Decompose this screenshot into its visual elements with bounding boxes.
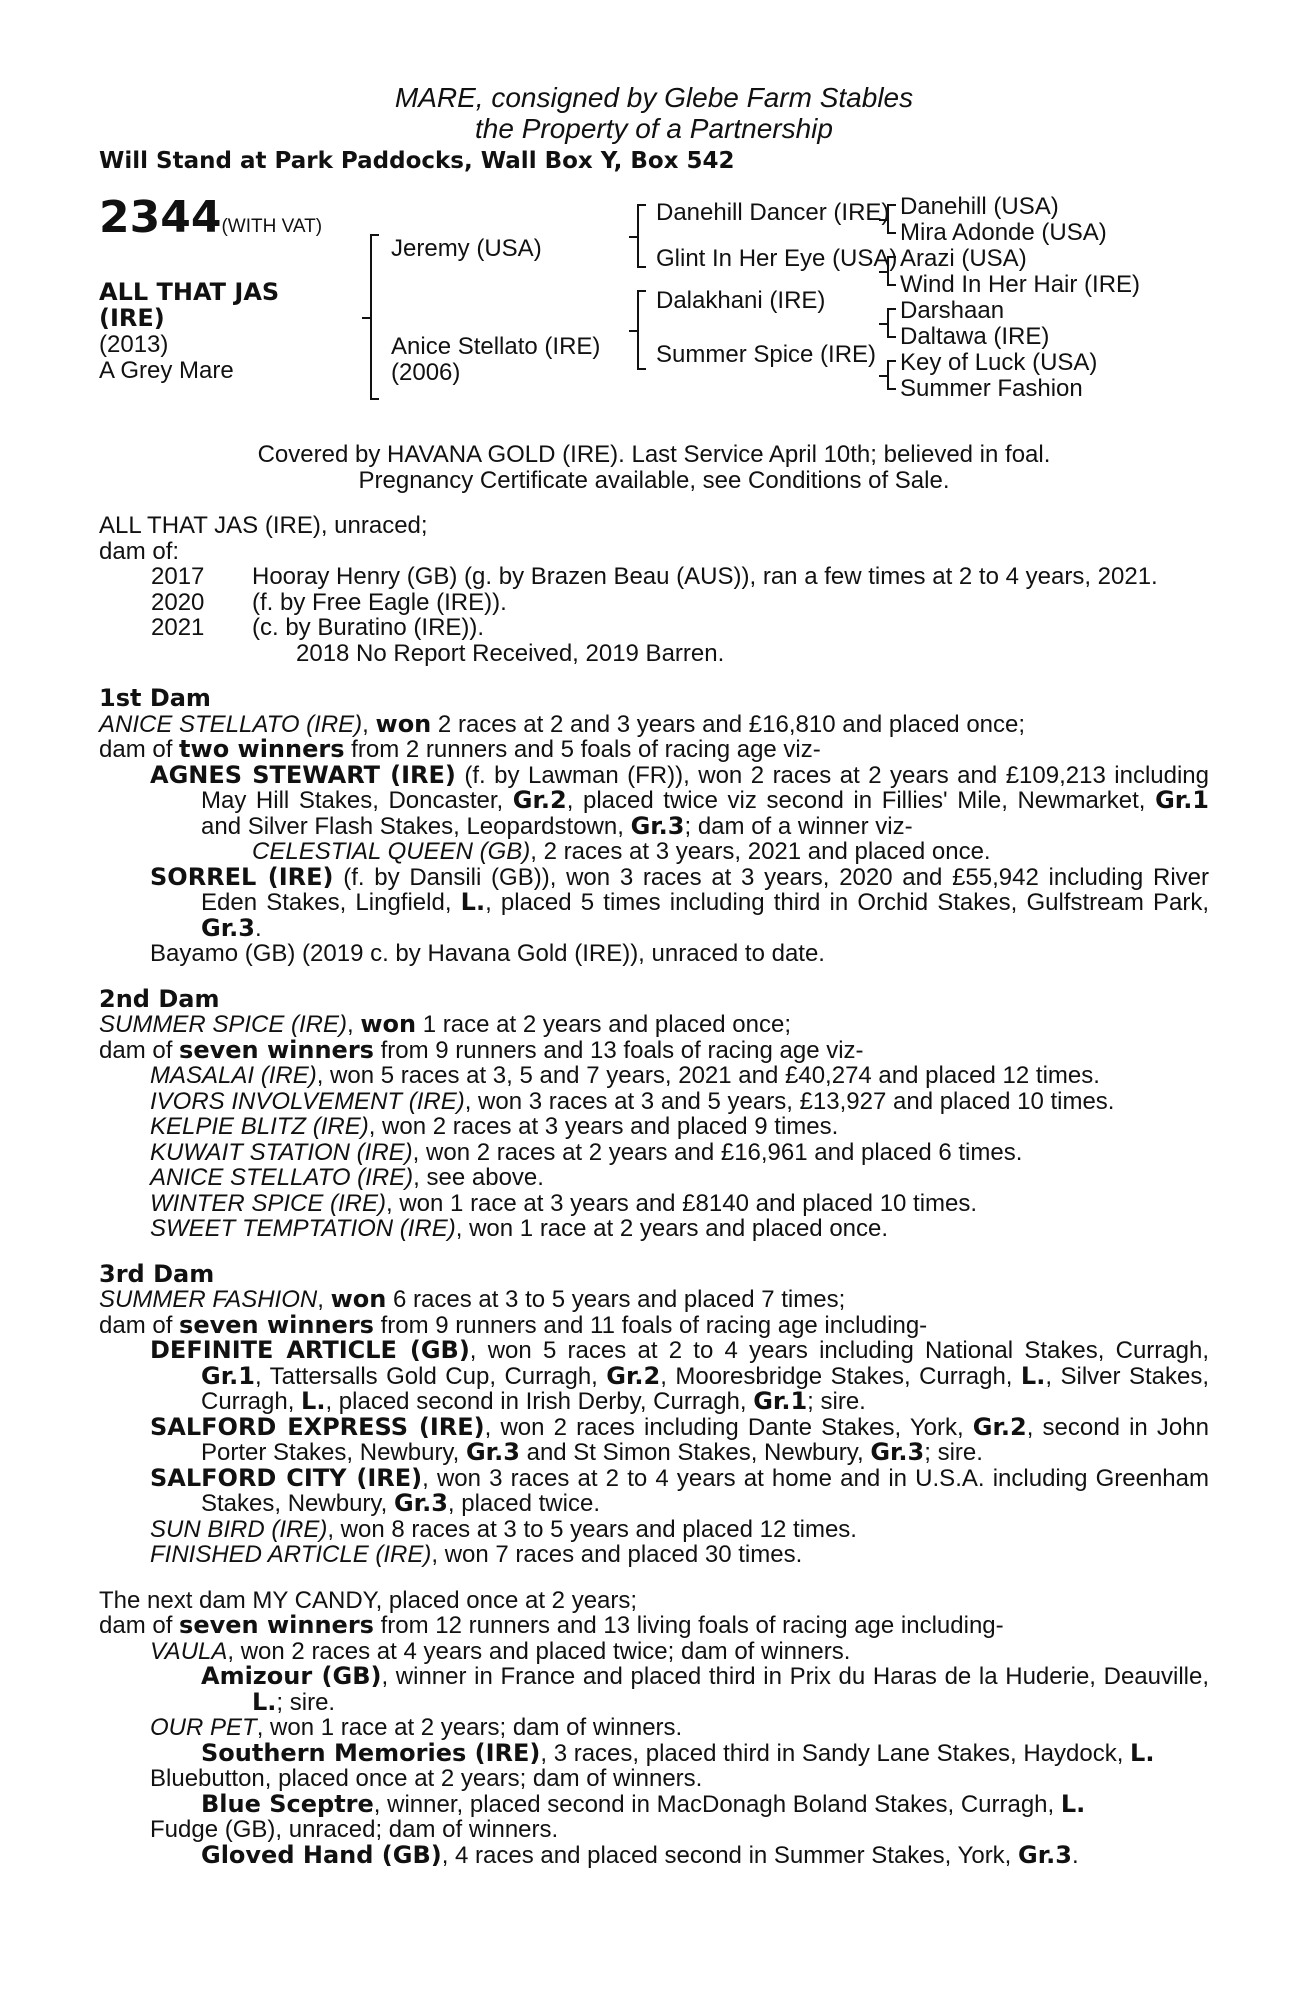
consignor-line: MARE, consigned by Glebe Farm Stables — [394, 82, 914, 113]
progeny-name: SALFORD EXPRESS (IRE) — [150, 1412, 485, 1441]
progeny-text: , won 2 races at 2 years and £16,961 and placed 6 times. — [412, 1138, 1023, 1166]
grand-progeny-group — [150, 1738, 1209, 1767]
dam-brace — [637, 290, 646, 370]
progeny-text: (f. by Lawman (FR)), won 2 races at 2 years and £109,213 including May Hill Stakes, Doncaster, — [201, 761, 1209, 814]
summary-text: dam of — [99, 1311, 180, 1339]
won-label: won — [330, 1285, 387, 1313]
ggsire-4: Key of Luck (USA) — [900, 349, 1098, 376]
lot-number-line — [99, 194, 322, 242]
progeny-item — [150, 1542, 1209, 1568]
progeny-name: CELESTIAL QUEEN (GB) — [252, 838, 531, 865]
progeny-item — [150, 1191, 1209, 1217]
grand-progeny-group — [150, 1789, 1209, 1818]
dam-name: ANICE STELLATO (IRE) — [99, 710, 363, 738]
progeny-name: KUWAIT STATION (IRE) — [150, 1138, 413, 1166]
produce-record — [99, 513, 1209, 666]
g3-brace-4 — [887, 360, 896, 390]
progeny-text: . — [1071, 1841, 1079, 1869]
progeny-text: (f. by Dansili (GB)), won 3 races at 3 years, 2020 and £55,942 including River Eden Stakes, Lingfield, — [201, 863, 1209, 916]
sire-name: Jeremy (USA) — [391, 235, 542, 262]
horse-year: (2013) — [99, 331, 169, 358]
first-dam-summary — [99, 737, 1209, 763]
dam-sire: Dalakhani (IRE) — [656, 287, 826, 314]
progeny-text: ; dam of a winner viz- — [684, 812, 913, 840]
summary-text: from 9 runners and 11 foals of racing age including- — [373, 1311, 928, 1339]
progeny-item — [150, 1165, 1209, 1191]
pedigree-brace — [370, 234, 379, 400]
listed-label: L. — [1130, 1738, 1155, 1767]
dam-name: SUMMER FASHION — [99, 1286, 318, 1313]
progeny-name: MASALAI (IRE) — [150, 1062, 317, 1089]
progeny-text: , won 5 races at 2 to 4 years including National Stakes, Curragh, — [469, 1337, 1209, 1364]
won-label: won — [360, 1010, 417, 1038]
progeny-text: , 3 races, placed third in Sandy Lane Stakes, Haydock, — [540, 1739, 1131, 1767]
progeny-item — [150, 1114, 1209, 1140]
covered-line2: Pregnancy Certificate available, see Conditions of Sale. — [358, 466, 950, 494]
ggsire-1: Danehill (USA) — [900, 193, 1059, 220]
winners-count: two winners — [179, 735, 345, 763]
first-dam-record: ANICE STELLATO (IRE), won 2 races at 2 and 3 years and £16,810 and placed once; — [99, 709, 1026, 738]
grade-label: Gr.3 — [201, 913, 255, 942]
grand-progeny — [201, 1738, 1209, 1767]
produce-note: 2018 No Report Received, 2019 Barren. — [296, 639, 725, 667]
dam-name: SUMMER SPICE (IRE) — [99, 1011, 348, 1038]
third-dam-record: SUMMER FASHION, won 6 races at 3 to 5 years and placed 7 times; — [99, 1285, 846, 1313]
produce-year: 2021 — [151, 614, 205, 641]
grade-label: Gr.3 — [1018, 1840, 1072, 1869]
second-dam-summary — [99, 1035, 1209, 1064]
produce-entry — [99, 564, 1209, 590]
progeny-text: , won 5 races at 3, 5 and 7 years, 2021 and £40,274 and placed 12 times. — [316, 1062, 1100, 1089]
grand-progeny — [201, 838, 991, 865]
summary-text: dam of — [99, 736, 180, 763]
produce-dam-of: dam of: — [99, 537, 180, 565]
header — [99, 82, 1209, 144]
progeny-text: , winner in France and placed third in Prix du Haras de la Huderie, Deauville, — [381, 1663, 1209, 1690]
horse-description: A Grey Mare — [99, 357, 234, 384]
progeny-item: Bluebutton, placed once at 2 years; dam of winners. — [150, 1765, 703, 1792]
lot-number: 2344 — [99, 192, 222, 243]
property-line: the Property of a Partnership — [475, 113, 833, 144]
record-text: 1 race at 2 years and placed once; — [416, 1011, 792, 1038]
grade-label: Gr.3 — [465, 1438, 520, 1466]
progeny-name: AGNES STEWART (IRE) — [150, 760, 456, 789]
progeny-text: , see above. — [413, 1164, 544, 1191]
summary-text: from 9 runners and 13 foals of racing age viz- — [373, 1036, 864, 1064]
record-text: 6 races at 3 to 5 years and placed 7 times; — [386, 1286, 846, 1313]
ggdam-3: Daltawa (IRE) — [900, 323, 1050, 350]
progeny-text: , placed second in Irish Derby, Curragh, — [325, 1388, 754, 1415]
progeny-text: , won 2 races at 3 years and placed 9 times. — [368, 1113, 839, 1140]
progeny-text: , Silver Stakes, Curragh, — [201, 1362, 1209, 1415]
progeny-text: and St Simon Stakes, Newbury, — [519, 1439, 871, 1466]
grand-progeny-group — [150, 1664, 1209, 1715]
sire-dam: Glint In Her Eye (USA) — [656, 245, 898, 272]
dam-year: (2006) — [391, 359, 461, 386]
progeny-name: DEFINITE ARTICLE (GB) — [150, 1336, 470, 1364]
progeny-text: , Tattersalls Gold Cup, Curragh, — [254, 1362, 607, 1390]
summary-text: dam of — [99, 1612, 180, 1639]
progeny-item — [150, 1715, 1209, 1741]
progeny-item — [150, 1463, 1209, 1517]
produce-entry — [99, 615, 1209, 641]
progeny-text: ; sire. — [276, 1688, 336, 1716]
progeny-text: ; sire. — [924, 1439, 983, 1466]
grand-progeny-group — [150, 1840, 1209, 1869]
stand-location: Will Stand at Park Paddocks, Wall Box Y, Box 542 — [99, 148, 735, 174]
grade-label: Gr.1 — [1155, 786, 1210, 814]
progeny-text: , won 2 races at 4 years and placed twice; dam of winners. — [227, 1637, 851, 1665]
progeny-text: , won 1 race at 2 years and placed once. — [455, 1215, 889, 1242]
g3-brace-1 — [887, 204, 896, 234]
fourth-dam-intro: The next dam MY CANDY, placed once at 2 years; — [99, 1586, 638, 1614]
progeny-name: FINISHED ARTICLE (IRE) — [150, 1541, 432, 1568]
grand-progeny — [201, 1789, 1209, 1818]
won-label: won — [375, 709, 432, 738]
progeny-item — [150, 1140, 1209, 1166]
progeny-name: Southern Memories (IRE) — [201, 1738, 541, 1767]
g3-brace-3 — [887, 308, 896, 338]
progeny-name: Gloved Hand (GB) — [201, 1840, 442, 1869]
progeny-text: , won 1 race at 3 years and £8140 and placed 10 times. — [386, 1189, 978, 1217]
ggdam-1: Mira Adonde (USA) — [900, 219, 1107, 246]
progeny-item — [150, 1089, 1209, 1115]
progeny-text: , Mooresbridge Stakes, Curragh, — [660, 1362, 1021, 1390]
third-dam-title: 3rd Dam — [99, 1259, 215, 1288]
catalogue-page — [99, 82, 1209, 1868]
progeny-text: , placed 5 times including third in Orchid Stakes, Gulfstream Park, — [485, 889, 1209, 916]
produce-year: 2020 — [151, 588, 205, 616]
progeny-item — [150, 1063, 1209, 1089]
progeny-name: IVORS INVOLVEMENT (IRE) — [150, 1087, 465, 1115]
record-text: 2 races at 2 and 3 years and £16,810 and placed once; — [431, 710, 1026, 738]
listed-label: L. — [252, 1687, 277, 1716]
first-dam-title: 1st Dam — [99, 684, 211, 712]
progeny-item — [150, 1517, 1209, 1543]
covered-line1: Covered by HAVANA GOLD (IRE). Last Service April 10th; believed in foal. — [257, 441, 1051, 468]
progeny-text: , winner, placed second in MacDonagh Boland Stakes, Curragh, — [373, 1790, 1061, 1818]
produce-text: Hooray Henry (GB) (g. by Brazen Beau (AUS)), ran a few times at 2 to 4 years, 2021. — [252, 563, 1158, 590]
grade-label: Gr.3 — [393, 1489, 448, 1517]
progeny-name: SORREL (IRE) — [150, 862, 334, 891]
progeny-text: and Silver Flash Stakes, Leopardstown, — [201, 812, 631, 840]
progeny-name: WINTER SPICE (IRE) — [150, 1189, 387, 1217]
sire-brace — [637, 204, 646, 268]
third-dam-summary — [99, 1310, 1209, 1339]
progeny-item — [150, 862, 1209, 942]
grade-label: Gr.2 — [512, 786, 567, 814]
dam-dam: Summer Spice (IRE) — [656, 341, 877, 368]
progeny-name: SUN BIRD (IRE) — [150, 1515, 328, 1543]
progeny-name: OUR PET — [150, 1714, 257, 1741]
progeny-text: , placed twice viz second in Fillies' Mile, Newmarket, — [566, 787, 1156, 814]
second-dam-title: 2nd Dam — [99, 984, 220, 1013]
dam-name: Anice Stellato (IRE) — [391, 333, 601, 360]
grand-progeny — [201, 1664, 1209, 1715]
progeny-name: Blue Sceptre — [201, 1789, 374, 1818]
produce-text: (f. by Free Eagle (IRE)). — [252, 588, 507, 616]
progeny-text: , won 3 races at 3 and 5 years, £13,927 and placed 10 times. — [464, 1087, 1115, 1115]
winners-count: seven winners — [179, 1611, 374, 1639]
grade-label: Gr.3 — [870, 1438, 925, 1466]
progeny-item: Bayamo (GB) (2019 c. by Havana Gold (IRE)), unraced to date. — [150, 940, 825, 967]
progeny-name: ANICE STELLATO (IRE) — [150, 1164, 414, 1191]
summary-text: dam of — [99, 1036, 180, 1064]
progeny-text: . — [254, 914, 262, 942]
grade-label: Gr.3 — [630, 811, 685, 840]
progeny-text: , won 2 races including Dante Stakes, York, — [484, 1413, 973, 1441]
progeny-text: , placed twice. — [447, 1490, 600, 1517]
second-dam-progeny — [99, 1063, 1209, 1242]
progeny-text: , 4 races and placed second in Summer Stakes, York, — [441, 1841, 1019, 1869]
ggsire-3: Darshaan — [900, 297, 1005, 324]
ggdam-4: Summer Fashion — [900, 375, 1083, 402]
progeny-text: , won 8 races at 3 to 5 years and placed 12 times. — [327, 1515, 857, 1543]
progeny-text: , won 3 races at 2 to 4 years at home and in U.S.A. including Greenham Stakes, Newbury, — [201, 1464, 1209, 1517]
grade-label: Gr.1 — [753, 1387, 808, 1415]
progeny-item: Fudge (GB), unraced; dam of winners. — [150, 1816, 559, 1843]
produce-entry — [99, 590, 1209, 616]
fourth-dam-summary — [99, 1613, 1209, 1639]
progeny-name: VAULA — [150, 1637, 228, 1665]
progeny-text: ; sire. — [807, 1388, 866, 1415]
grand-progeny — [201, 1840, 1209, 1869]
progeny-item — [150, 1338, 1209, 1415]
listed-label: L. — [460, 888, 486, 916]
listed-label: L. — [301, 1387, 326, 1415]
first-dam-progeny — [99, 760, 1210, 967]
listed-label: L. — [1060, 1789, 1086, 1818]
progeny-text: , won 1 race at 2 years; dam of winners. — [256, 1714, 683, 1741]
second-dam-record: SUMMER SPICE (IRE), won 1 race at 2 years and placed once; — [99, 1010, 792, 1038]
horse-name-line1: ALL THAT JAS — [99, 278, 280, 306]
third-dam-progeny — [99, 1338, 1209, 1568]
progeny-item — [150, 760, 1210, 865]
grade-label: Gr.2 — [606, 1361, 661, 1390]
ggsire-2: Arazi (USA) — [900, 245, 1027, 272]
fourth-dam-block — [99, 1588, 1209, 1869]
progeny-name: SWEET TEMPTATION (IRE) — [150, 1215, 456, 1242]
summary-text: from 12 runners and 13 living foals of racing age including- — [373, 1612, 1004, 1639]
progeny-text: , second in John Porter Stakes, Newbury, — [201, 1413, 1209, 1466]
winners-count: seven winners — [179, 1310, 374, 1339]
progeny-item — [150, 1639, 1209, 1665]
produce-text: (c. by Buratino (IRE)). — [252, 614, 485, 641]
grade-label: Gr.2 — [972, 1412, 1027, 1441]
covered-note — [99, 442, 1209, 493]
pedigree-table — [99, 194, 1209, 434]
ggdam-2: Wind In Her Hair (IRE) — [900, 271, 1141, 298]
progeny-text: , won 7 races and placed 30 times. — [431, 1541, 803, 1568]
progeny-item — [150, 1216, 1209, 1242]
g3-brace-2 — [887, 256, 896, 286]
fourth-dam-progeny — [99, 1639, 1209, 1869]
progeny-name: Amizour (GB) — [201, 1662, 382, 1690]
produce-intro: ALL THAT JAS (IRE), unraced; — [99, 512, 428, 539]
progeny-text: , 2 races at 3 years, 2021 and placed once. — [530, 838, 991, 865]
grade-label: Gr.1 — [201, 1361, 255, 1390]
horse-name-line2: (IRE) — [99, 304, 165, 332]
summary-text: from 2 runners and 5 foals of racing age viz- — [344, 736, 821, 763]
vat-label: (WITH VAT) — [221, 216, 323, 237]
winners-count: seven winners — [179, 1035, 374, 1064]
sire-sire: Danehill Dancer (IRE) — [656, 199, 890, 226]
listed-label: L. — [1020, 1361, 1046, 1390]
produce-year: 2017 — [151, 563, 205, 590]
progeny-name: SALFORD CITY (IRE) — [150, 1463, 423, 1492]
progeny-item — [150, 1412, 1209, 1466]
progeny-name: KELPIE BLITZ (IRE) — [150, 1113, 369, 1140]
